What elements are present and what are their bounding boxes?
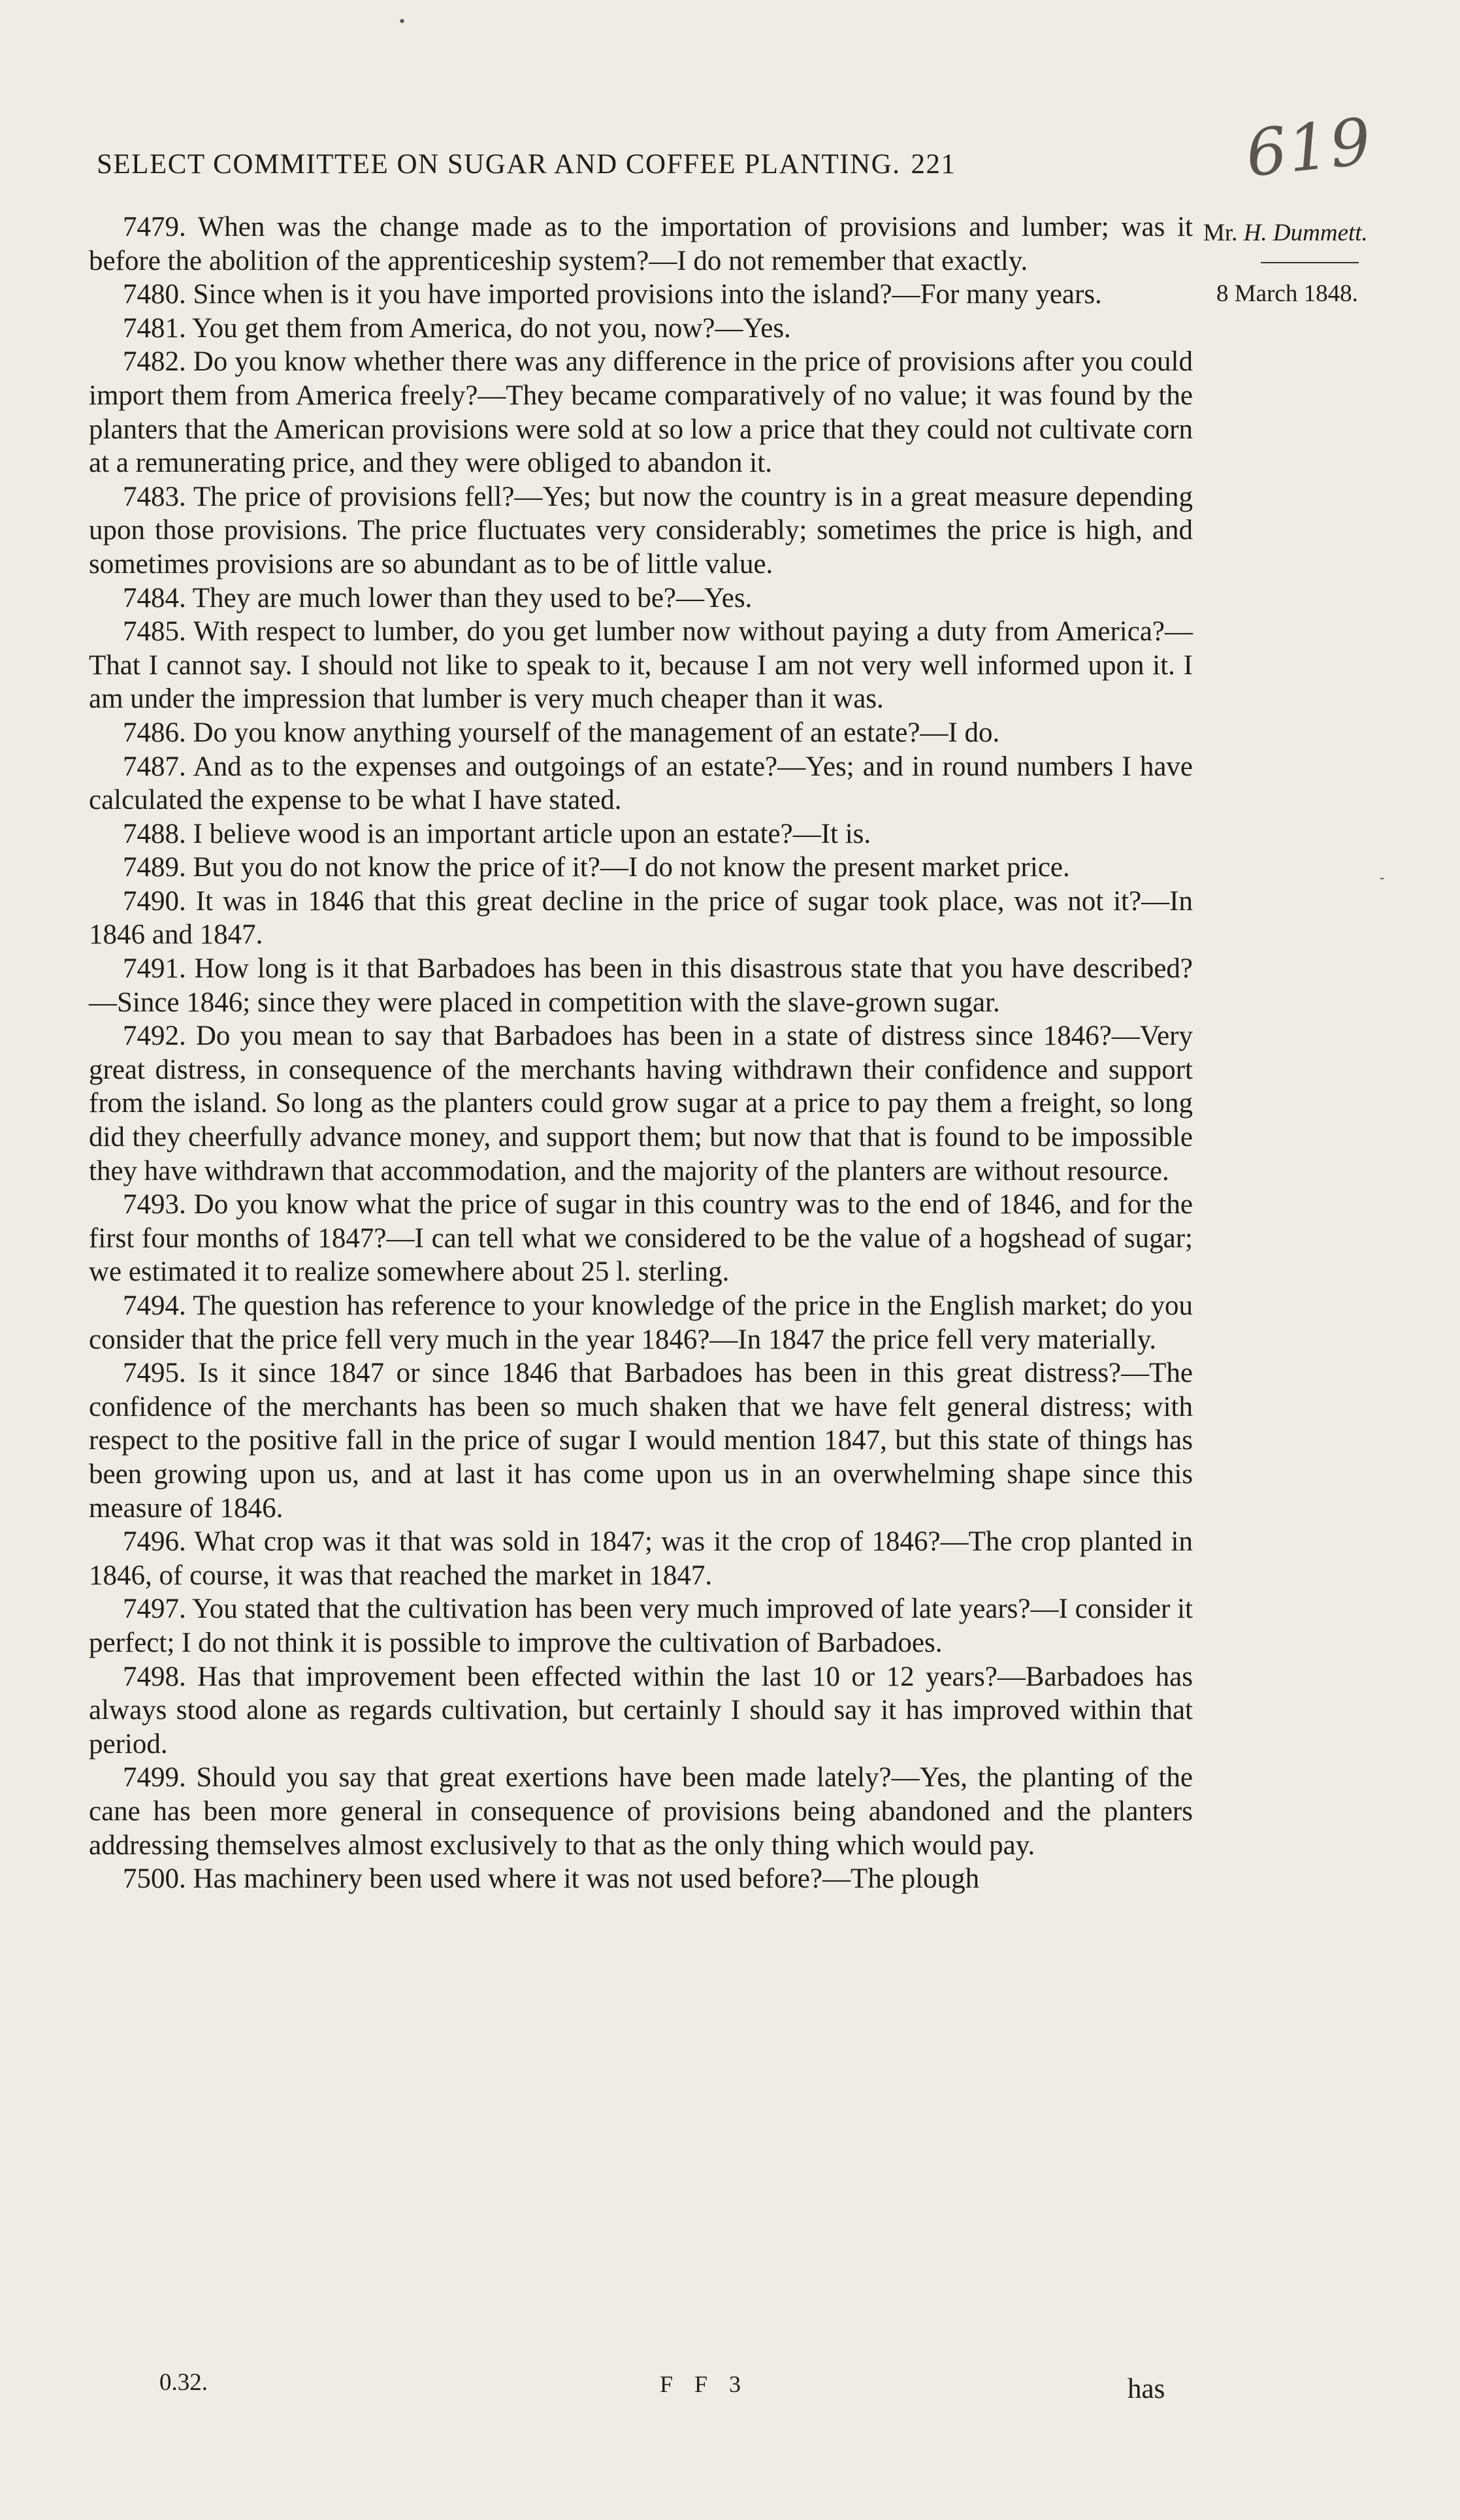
witness-prefix: Mr. [1203, 220, 1238, 246]
testimony-paragraph: 7489. But you do not know the price of it?—I do not know the present market price. [123, 852, 1070, 883]
testimony-paragraph: 7485. With respect to lumber, do you get lumber now without paying a duty from America?—That I cannot say. I should not like to speak to it, because I am not very well informed upon it. I am under the impression that lumber is very much cheaper than it was. [89, 616, 1193, 715]
testimony-paragraph: 7495. Is it since 1847 or since 1846 that Barbadoes has been in this great distress?—The confidence of the merchants has been so much shaken that we have felt general distress; with respect to the positive fall in the price of sugar I would mention 1847, but this state of things has been growing upon us, and at last it has come upon us in an overwhelming shape since this measure of 1846. [89, 1358, 1193, 1524]
testimony-paragraph: 7499. Should you say that great exertions have been made lately?—Yes, the planting of the cane has been more general in consequence of provisions being abandoned and the planters addressing themselves almost exclusively to that as the only thing which would pay. [89, 1762, 1193, 1861]
testimony-paragraph: 7496. What crop was it that was sold in 1847; was it the crop of 1846?—The crop planted in 1846, of course, it was that reached the market in 1847. [89, 1526, 1193, 1591]
header-title: SELECT COMMITTEE ON SUGAR AND COFFEE PLANTING. [97, 149, 901, 180]
witness-name: H. Dummett. [1243, 220, 1368, 246]
testimony-body [89, 210, 1193, 1896]
testimony-paragraph: 7484. They are much lower than they used to be?—Yes. [123, 582, 753, 614]
testimony-paragraph: 7500. Has machinery been used where it was not used before?—The plough [123, 1863, 980, 1895]
testimony-paragraph: 7480. Since when is it you have imported provisions into the island?—For many years. [123, 279, 1102, 310]
testimony-paragraph: 7492. Do you mean to say that Barbadoes has been in a state of distress since 1846?—Very great distress, in consequence of the merchants having withdrawn their confidence and support from the island. So long as the planters could grow sugar at a price to pay them a freight, so long did they cheerfully advance money, and support them; but now that that is found to be impossible they have withdrawn that accommodation, and the majority of the planters are without resource. [89, 1021, 1193, 1186]
header-page-number: 221 [911, 149, 956, 180]
margin-mark: - [1380, 869, 1385, 885]
testimony-paragraph: 7490. It was in 1846 that this great decline in the price of sugar took place, was not it?—In 1846 and 1847. [89, 885, 1193, 951]
testimony-paragraph: 7493. Do you know what the price of sugar in this country was to the end of 1846, and for the first four months of 1847?—I can tell what we considered to be the value of a hogshead of sugar; we estimated it to realize somewhere about 25 l. sterling. [89, 1189, 1193, 1288]
testimony-paragraph: 7481. You get them from America, do not you, now?—Yes. [123, 312, 791, 344]
margin-date: 8 March 1848. [1216, 280, 1358, 307]
testimony-paragraph: 7486. Do you know anything yourself of the management of an estate?—I do. [123, 717, 1000, 748]
testimony-paragraph: 7483. The price of provisions fell?—Yes; but now the country is in a great measure depending upon those provisions. The price fluctuates very considerably; sometimes the price is high, and sometimes provisions are so abundant as to be of little value. [89, 481, 1193, 580]
footer-catchword: has [1127, 2374, 1165, 2404]
running-header [97, 145, 1194, 184]
margin-witness-name [1203, 219, 1368, 247]
testimony-paragraph: 7487. And as to the expenses and outgoings of an estate?—Yes; and in round numbers I have calculated the expense to be what I have stated. [89, 751, 1193, 816]
margin-rule [1261, 262, 1359, 263]
handwritten-folio-number: 619 [1242, 104, 1376, 192]
testimony-paragraph: 7498. Has that improvement been effected within the last 10 or 12 years?—Barbadoes has always stood alone as regards cultivation, but certainly I should say it has improved within that period. [89, 1661, 1193, 1759]
testimony-paragraph: 7479. When was the change made as to the importation of provisions and lumber; was it before the abolition of the apprenticeship system?—I do not remember that exactly. [89, 212, 1193, 276]
testimony-paragraph: 7491. How long is it that Barbadoes has been in this disastrous state that you have described?—Since 1846; since they were placed in competition with the slave-grown sugar. [89, 953, 1193, 1018]
footer-signature-mark: F F 3 [660, 2371, 749, 2397]
ink-dot: • [399, 12, 406, 31]
footer-sessional-number: 0.32. [159, 2369, 208, 2396]
testimony-paragraph: 7494. The question has reference to your knowledge of the price in the English market; do you consider that the price fell very much in the year 1846?—In 1847 the price fell very materially. [89, 1290, 1193, 1355]
testimony-paragraph: 7497. You stated that the cultivation has been very much improved of late years?—I consider it perfect; I do not think it is possible to improve the cultivation of Barbadoes. [89, 1594, 1193, 1658]
testimony-paragraph: 7488. I believe wood is an important article upon an estate?—It is. [123, 818, 871, 849]
testimony-paragraph: 7482. Do you know whether there was any difference in the price of provisions after you could import them from America freely?—They became comparatively of no value; it was found by the planters that the American provisions were sold at so low a price that they could not cultivate corn at a remunerating price, and they were obliged to abandon it. [89, 346, 1193, 479]
